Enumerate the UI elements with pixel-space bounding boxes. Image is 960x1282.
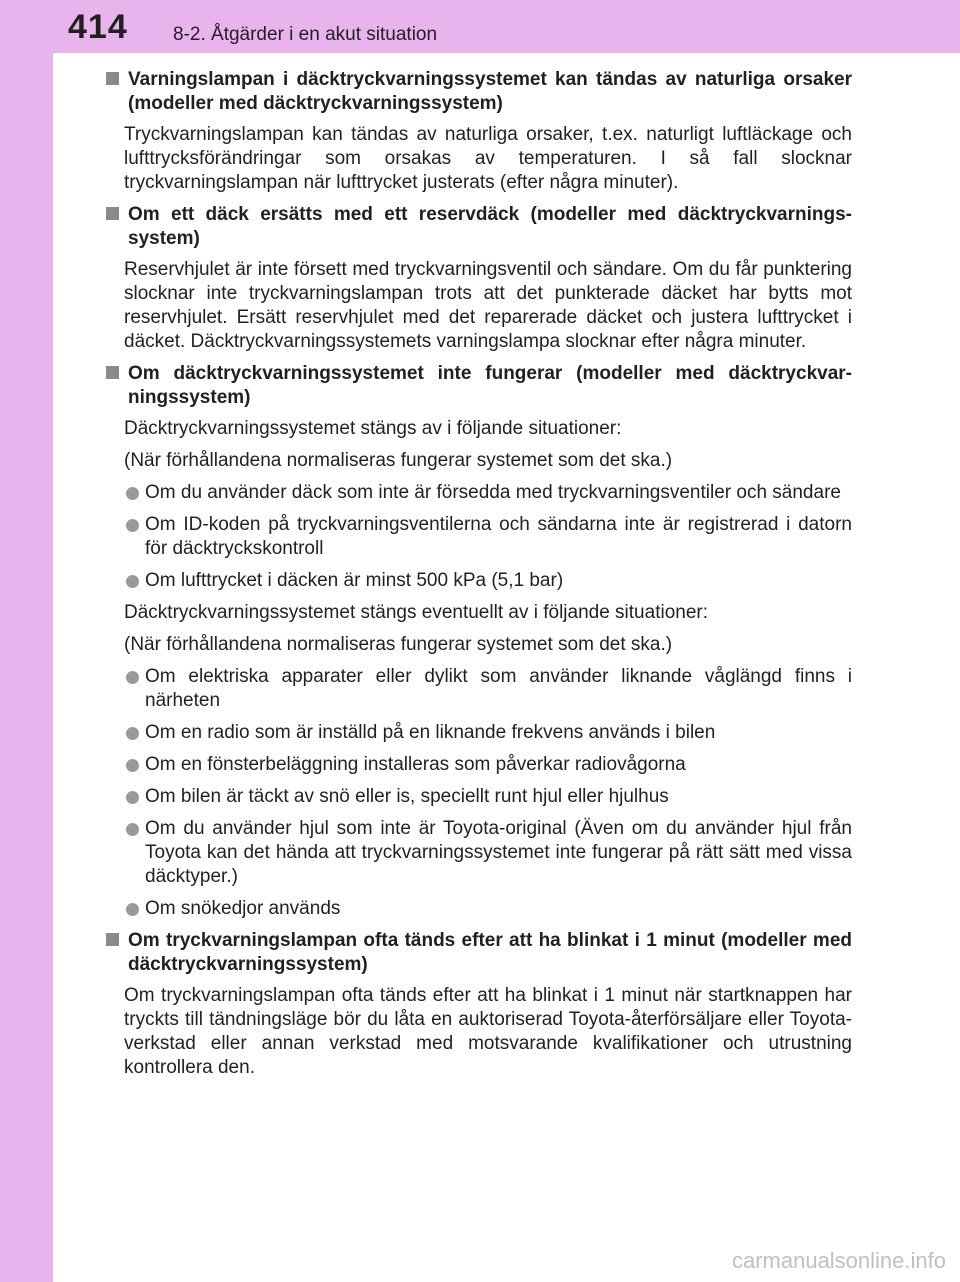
page-number: 414 — [68, 8, 128, 46]
list-item-text: Om lufttrycket i däcken är minst 500 kPa (5,1 bar) — [145, 570, 564, 591]
paragraph: Däcktryckvarningssystemet stängs eventuellt av i följande situationer: — [124, 602, 708, 623]
list-item-text: Om en fönsterbeläggning installeras som påverkar radiovågorna — [145, 754, 686, 775]
paragraph: Om tryckvarningslampan ofta tänds efter att ha blinkat i 1 minut när startknappen har tryckts till tändningsläge bör du låta en auktoriserad Toyota-återförsäljare eller Toyota-verkstad eller annan verkstad med motsvarande kvalifikationer och utrustning kontrollera den. — [124, 985, 852, 1078]
section-system-not-working — [104, 362, 852, 921]
square-bullet-icon — [106, 72, 119, 85]
heading-text: Om tryckvarningslampan ofta tänds efter att ha blinkat i 1 minut (modeller med däcktryckvarningssystem) — [128, 930, 852, 975]
round-bullet-icon — [126, 519, 139, 532]
list-item — [104, 569, 852, 593]
round-bullet-icon — [126, 671, 139, 684]
list-item-text: Om snökedjor används — [145, 898, 341, 919]
square-bullet-icon — [106, 207, 119, 220]
section-heading — [104, 362, 852, 410]
list-item — [104, 513, 852, 561]
section-natural-causes — [104, 68, 852, 195]
round-bullet-icon — [126, 903, 139, 916]
round-bullet-icon — [126, 791, 139, 804]
heading-text: Varningslampan i däcktryckvarningssystemet kan tändas av naturliga orsaker (modeller med däcktryckvarningssystem) — [128, 69, 852, 114]
list-item — [104, 665, 852, 713]
list-item — [104, 817, 852, 889]
paragraph-note: (När förhållandena normaliseras fungerar systemet som det ska.) — [124, 634, 673, 655]
list-item-text: Om du använder hjul som inte är Toyota-original (Även om du använder hjul från Toyota kan det hända att tryckvarningssystemet inte fungerar på rätt sätt med vissa däcktyper.) — [145, 818, 852, 887]
heading-text: Om ett däck ersätts med ett reservdäck (modeller med däcktryckvarnings-system) — [128, 204, 852, 249]
list-item-text: Om bilen är täckt av snö eller is, speciellt runt hjul eller hjulhus — [145, 786, 669, 807]
round-bullet-icon — [126, 823, 139, 836]
round-bullet-icon — [126, 487, 139, 500]
heading-text: Om däcktryckvarningssystemet inte fungerar (modeller med däcktryckvar-ningssystem) — [128, 363, 852, 408]
page-content — [104, 68, 852, 1088]
round-bullet-icon — [126, 727, 139, 740]
watermark: carmanualsonline.info — [731, 1248, 946, 1273]
list-item-text: Om elektriska apparater eller dylikt som använder liknande våglängd finns i närheten — [145, 666, 852, 711]
list-item-text: Om du använder däck som inte är försedda med tryckvarningsventiler och sändare — [145, 482, 841, 503]
square-bullet-icon — [106, 366, 119, 379]
list-item — [104, 785, 852, 809]
section-heading — [104, 68, 852, 116]
square-bullet-icon — [106, 933, 119, 946]
round-bullet-icon — [126, 575, 139, 588]
side-color-band — [0, 0, 53, 1282]
round-bullet-icon — [126, 759, 139, 772]
list-item — [104, 721, 852, 745]
list-item — [104, 897, 852, 921]
paragraph: Tryckvarningslampan kan tändas av naturliga orsaker, t.ex. naturligt luftläckage och lufttrycksförändringar som orsakas av temperaturen. I så fall slocknar tryckvarningslampan när lufttrycket justerats (efter några minuter). — [124, 124, 852, 193]
section-heading — [104, 203, 852, 251]
list-item — [104, 481, 852, 505]
list-item-text: Om en radio som är inställd på en liknande frekvens används i bilen — [145, 722, 716, 743]
section-heading — [104, 929, 852, 977]
section-lamp-blinks — [104, 929, 852, 1080]
paragraph-note: (När förhållandena normaliseras fungerar systemet som det ska.) — [124, 450, 673, 471]
section-title: 8-2. Åtgärder i en akut situation — [173, 24, 438, 45]
paragraph: Reservhjulet är inte försett med tryckvarningsventil och sändare. Om du får punktering slocknar inte tryckvarningslampan trots att det punkterade däcket har bytts mot reservhjulet. Ersätt reservhjulet med det reparerade däcket och justera lufttrycket i däcket. Däcktryckvarningssystemets varningslampa slocknar efter några minuter. — [124, 259, 852, 352]
list-item — [104, 753, 852, 777]
list-item-text: Om ID-koden på tryckvarningsventilerna och sändarna inte är registrerad i datorn för däcktryckskontroll — [145, 514, 852, 559]
section-spare-tire — [104, 203, 852, 354]
paragraph: Däcktryckvarningssystemet stängs av i följande situationer: — [124, 418, 622, 439]
